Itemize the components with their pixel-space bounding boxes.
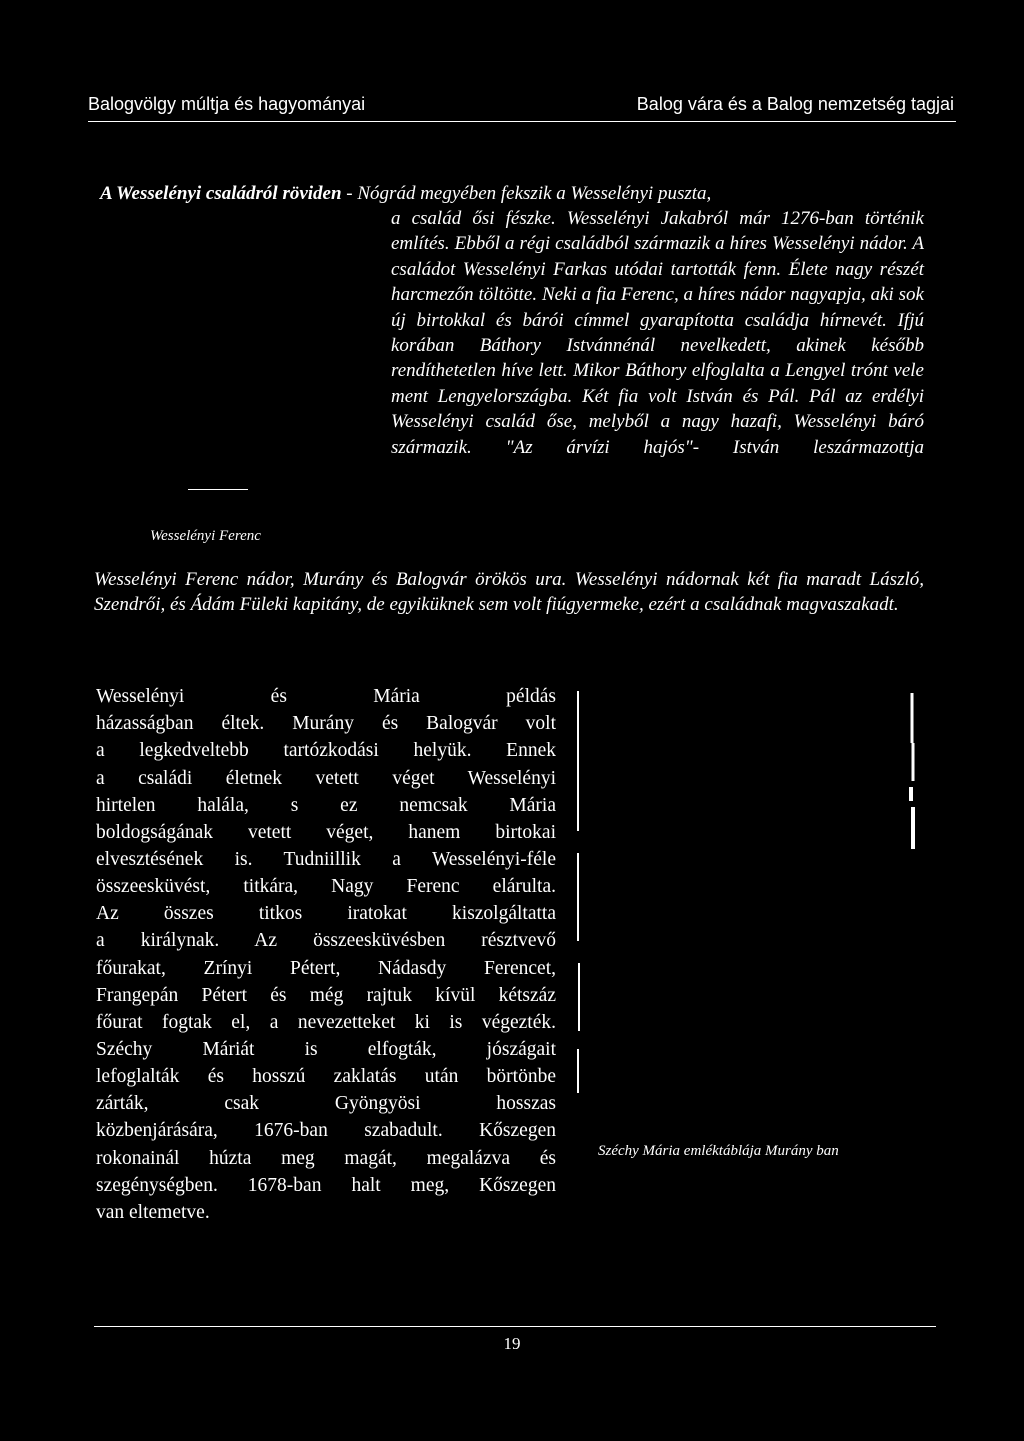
running-header-right: Balog vára és a Balog nemzetség tagjai bbox=[636, 94, 954, 114]
main-text-line: elvesztésének is. Tudniillik a Wesselényi-féle bbox=[96, 849, 556, 870]
header-rule bbox=[88, 121, 956, 122]
portrait-placeholder-line bbox=[188, 489, 248, 490]
main-text-line: hirtelen halála, s ez nemcsak Mária bbox=[96, 795, 556, 816]
main-text-line: összeesküvést, titkára, Nagy Ferenc elárulta. bbox=[96, 876, 556, 897]
intro-lead-title: A Wesselényi családról röviden bbox=[100, 183, 342, 204]
main-text-line: Az összes titkos iratokat kiszolgáltatta bbox=[96, 903, 556, 924]
intro-body-text: a család ősi fészke. Wesselényi Jakabról már 1276-ban történik említés. Ebből a régi családból származik a híres Wesselényi nádor. A családot Wesselényi Farkas utódai tartották fenn. Élete nagy részét harcmezőn töltötte. Neki a fia Ferenc, a híres nádor nagyapja, aki sok új birtokkal és bárói címmel gyarapította családja hírnevét. Ifjú korában Báthory Istvánnénál nevelkedett, akinek később rendíthetetlen híve lett. Mikor Báthory elfoglalta a Lengyel trónt vele ment Lengyelországba. Két fia volt István és Pál. Pál az erdélyi Wesselényi család őse, melyből a nagy hazafi, Wesselényi báró származik. "Az árvízi hajós"- István leszármazottja bbox=[391, 208, 924, 458]
main-text-line: Széchy Máriát is elfogták, jószágait bbox=[96, 1039, 556, 1060]
main-text-line: a családi életnek vetett véget Wesselényi bbox=[96, 768, 556, 789]
plaque-photo-placeholder bbox=[574, 681, 924, 1121]
main-text-line: van eltemetve. bbox=[96, 1202, 210, 1223]
main-text-line: Wesselényi és Mária példás bbox=[96, 686, 556, 707]
main-text-line: a legkedveltebb tartózkodási helyük. Ennek bbox=[96, 740, 556, 761]
main-text-line: főurakat, Zrínyi Pétert, Nádasdy Ferencet, bbox=[96, 958, 556, 979]
main-text-line: szegénységben. 1678-ban halt meg, Kőszegen bbox=[96, 1175, 556, 1196]
main-text-line: lefoglalták és hosszú zaklatás után börtönbe bbox=[96, 1066, 556, 1087]
main-text-line: házasságban éltek. Murány és Balogvár volt bbox=[96, 713, 556, 734]
footer-rule bbox=[94, 1326, 936, 1327]
intro-tail-text: Wesselényi Ferenc nádor, Murány és Balogvár örökös ura. Wesselényi nádornak két fia maradt László, Szendrői, és Ádám Füleki kapitány, de egyiküknek sem volt fiúgyermeke, ezért a családnak magvaszakadt. bbox=[94, 569, 924, 616]
main-text-line: a királynak. Az összeesküvésben résztvevő bbox=[96, 930, 556, 951]
main-text-line: főurat fogtak el, a nevezetteket ki is végezték. bbox=[96, 1012, 556, 1033]
plaque-caption: Széchy Mária emléktáblája Murány ban bbox=[598, 1143, 839, 1159]
main-text-line: zárták, csak Gyöngyösi hosszas bbox=[96, 1093, 556, 1114]
main-text-line: rokonainál húzta meg magát, megalázva és bbox=[96, 1148, 556, 1169]
main-text-line: Frangepán Pétert és még rajtuk kívül kétszáz bbox=[96, 985, 556, 1006]
portrait-caption: Wesselényi Ferenc bbox=[150, 528, 261, 544]
page-number: 19 bbox=[503, 1334, 521, 1353]
main-text-line: boldogságának vetett véget, hanem birtokai bbox=[96, 822, 556, 843]
main-text-line: közbenjárására, 1676-ban szabadult. Kőszegen bbox=[96, 1120, 556, 1141]
intro-lead-text: - Nógrád megyében fekszik a Wesselényi puszta, bbox=[341, 183, 712, 204]
running-header-left: Balogvölgy múltja és hagyományai bbox=[88, 94, 366, 114]
intro-lead-line bbox=[100, 181, 924, 206]
